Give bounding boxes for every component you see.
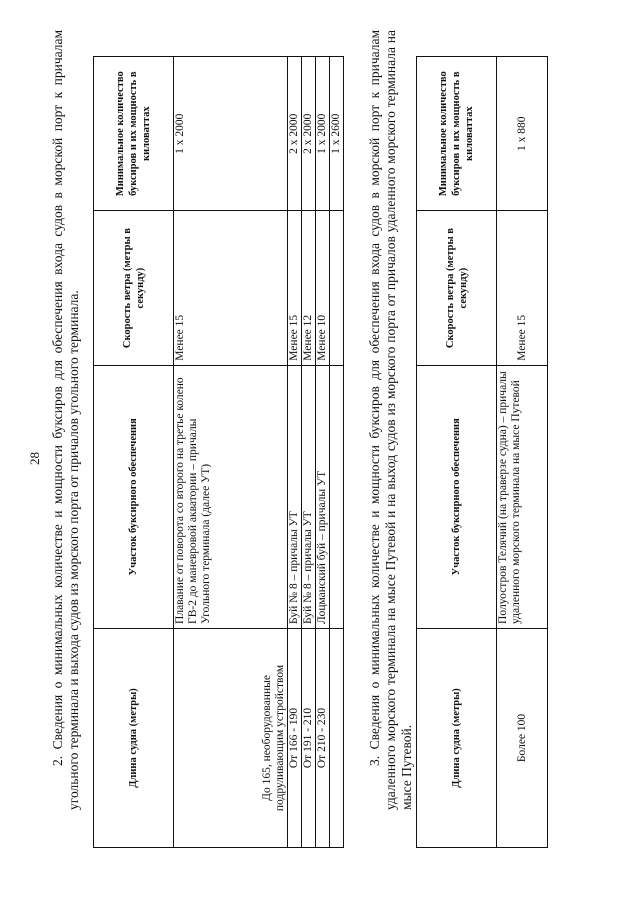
cell-min-tugs: 1 х 2000 <box>174 57 288 211</box>
cell-tug-area: Полуостров Телячий (на траверзе судна) – причалы удаленного морского терминала на мысе Путевой <box>497 365 548 628</box>
table-header-row <box>417 57 497 848</box>
tug-requirements-table-coal-terminal <box>93 56 344 848</box>
cell-wind-speed: Менее 10 <box>316 211 330 365</box>
cell-tug-area: Буй № 8 – причалы УТ <box>288 365 302 628</box>
tug-requirements-table-remote-terminal <box>416 56 548 848</box>
cell-min-tugs: 1 х 2600 <box>330 57 344 211</box>
header-min-tugs: Минимальное количество буксиров и их мощность в киловаттах <box>94 57 174 211</box>
cell-vessel-length: До 165, необорудованные подруливающим устройством <box>174 628 288 847</box>
cell-wind-speed <box>330 211 344 365</box>
cell-vessel-length: От 166 - 190 <box>288 628 302 847</box>
cell-wind-speed: Менее 15 <box>288 211 302 365</box>
table-row <box>302 57 316 848</box>
cell-tug-area: Буй № 8 – причалы УТ <box>302 365 316 628</box>
cell-min-tugs: 1 х 880 <box>497 57 548 211</box>
cell-tug-area: Плавание от поворота со второго на третье колено ГВ-2 до маневровой акватории – причалы Угольного терминала (далее УТ) <box>174 365 288 628</box>
cell-tug-area <box>330 365 344 628</box>
header-min-tugs: Минимальное количество буксиров и их мощность в киловаттах <box>417 57 497 211</box>
table-header-row <box>94 57 174 848</box>
cell-wind-speed: Менее 15 <box>497 211 548 365</box>
section-2-text: 2. Сведения о минимальных количестве и мощности буксиров для обеспечения входа судов в морской порт к причалам угольного терминала и выхода судов из морского порта от причалов угольного терминала. <box>50 30 81 810</box>
cell-tug-area: Лоцманский буй – причалы УТ <box>316 365 330 628</box>
header-vessel-length: Длина судна (метры) <box>94 628 174 847</box>
cell-min-tugs: 2 х 2000 <box>302 57 316 211</box>
section-2-paragraph <box>50 30 82 810</box>
header-vessel-length: Длина судна (метры) <box>417 628 497 847</box>
table-row <box>497 57 548 848</box>
section-3-paragraph <box>367 30 415 810</box>
section-3-text: 3. Сведения о минимальных количестве и мощности буксиров для обеспечения входа судов в морской порт к причалам удаленного морского терминала на мысе Путевой и на выход судов из морского порта от причалов удаленного морского терминала на мысе Путевой. <box>367 30 414 810</box>
cell-wind-speed: Менее 12 <box>302 211 316 365</box>
table-row <box>174 57 288 848</box>
table-row <box>330 57 344 848</box>
cell-wind-speed: Менее 15 <box>174 211 288 365</box>
cell-vessel-length: Более 100 <box>497 628 548 847</box>
table-row <box>316 57 330 848</box>
cell-vessel-length: От 210 - 230 <box>316 628 330 847</box>
cell-vessel-length: От 191 - 210 <box>302 628 316 847</box>
page-number: 28 <box>27 452 42 465</box>
cell-vessel-length <box>330 628 344 847</box>
header-tug-area: Участок буксирного обеспечения <box>417 365 497 628</box>
table-row <box>288 57 302 848</box>
cell-min-tugs: 2 х 2000 <box>288 57 302 211</box>
header-wind-speed: Скорость ветра (метры в секунду) <box>417 211 497 365</box>
cell-min-tugs: 1 х 2000 <box>316 57 330 211</box>
header-wind-speed: Скорость ветра (метры в секунду) <box>94 211 174 365</box>
header-tug-area: Участок буксирного обеспечения <box>94 365 174 628</box>
